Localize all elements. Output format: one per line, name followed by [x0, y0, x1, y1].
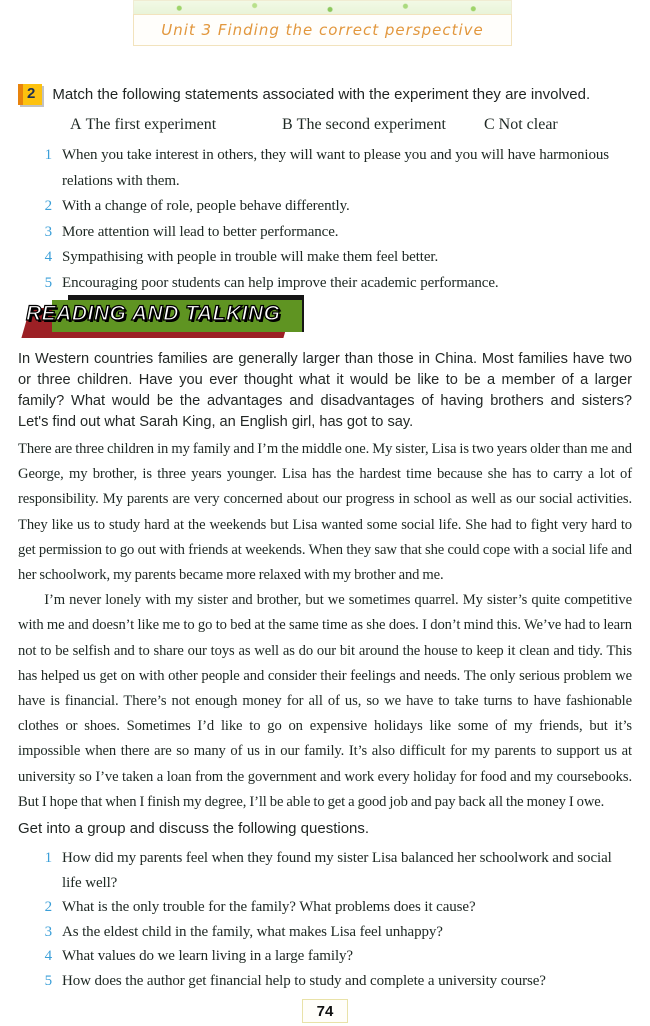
statement-number: 4: [44, 249, 52, 265]
match-statement-item: [18, 245, 634, 271]
discussion-question-list: [18, 846, 634, 993]
question-text: How did my parents feel when they found my sister Lisa balanced her schoolwork and social life well?: [62, 850, 612, 891]
statement-text: Sympathising with people in trouble will make them feel better.: [62, 249, 439, 265]
reading-and-talking-banner: [20, 295, 312, 341]
statement-text: Encouraging poor students can help improve their academic performance.: [62, 274, 499, 291]
page-footer: [0, 999, 650, 1023]
discussion-prompt: Get into a group and discuss the following questions.: [18, 820, 370, 837]
question-text: What is the only trouble for the family? What problems does it cause?: [62, 899, 476, 915]
statement-number: 5: [44, 274, 52, 291]
question-text: What values do we learn living in a large family?: [62, 948, 353, 964]
exercise-2-section: [18, 84, 634, 296]
reading-paragraph: I’m never lonely with my sister and brother, but we sometimes quarrel. My sister’s quite competitive with me and doesn’t like me to go to bed at the same time as she does. I don’t mind this. We’ve had to learn not to be selfish and to share our toys as well as do our bit around the house to keep it clean and tidy. This has helped us get on with other people and consider their feelings and needs. The only serious problem we have is financial. There’s not enough money for all of us, so we have to take turns to have fashionable clothes or shoes. Sometimes I’d like to go on expensive holidays like some of my friends, but it’s impossible when there are so many of us in our family. It’s also difficult for my parents to support us at university so I’ve taken a loan from the government and work every holiday for food and my coursebooks. But I hope that when I finish my degree, I’ll be able to get a good job and pay back all the money I owe.: [18, 592, 632, 810]
question-number: 3: [44, 923, 52, 940]
discussion-question-item: [18, 895, 634, 920]
option-letter: B: [282, 116, 293, 133]
statement-text: When you take interest in others, they will want to please you and you will have harmonious relations with them.: [62, 147, 610, 189]
discussion-section: [18, 818, 634, 993]
discussion-question-item: [18, 846, 634, 895]
reading-passage: [18, 437, 632, 815]
decorative-green-strip: [133, 0, 512, 14]
statement-number: 3: [44, 223, 52, 240]
exercise-number-badge: 2: [18, 84, 42, 105]
question-number: 2: [44, 899, 52, 915]
statement-number: 2: [44, 198, 52, 214]
unit-title-box: [133, 14, 512, 46]
reading-intro-paragraph: In Western countries families are generally larger than those in China. Most families have two or three children. Have you ever thought what it would be like to be a member of a larger family? What would be the advantages and disadvantages of having brothers and sisters? Let's find out what Sarah King, an English girl, has got to say.: [18, 351, 632, 430]
question-text: How does the author get financial help to study and complete a university course?: [62, 972, 546, 989]
match-statement-item: [18, 220, 634, 246]
section-heading: READING AND TALKING: [26, 302, 281, 325]
option-label: Not clear: [498, 116, 558, 133]
statement-text: More attention will lead to better performance.: [62, 223, 339, 240]
discussion-question-item: [18, 920, 634, 945]
option-letter: A: [70, 116, 82, 133]
question-number: 5: [44, 972, 52, 989]
question-text: As the eldest child in the family, what makes Lisa feel unhappy?: [62, 923, 443, 940]
match-option: [70, 116, 282, 134]
question-number: 4: [44, 948, 52, 964]
discussion-question-item: [18, 944, 634, 969]
statement-text: With a change of role, people behave differently.: [62, 198, 350, 214]
match-option: [282, 116, 484, 134]
match-statement-list: [18, 143, 634, 296]
reading-paragraph: There are three children in my family and I’m the middle one. My sister, Lisa is two years older than me and George, my brother, is three years younger. Lisa has the hardest time because she has to carry a lot of responsibility. My parents are very concerned about our progress in school as well as our social activities. They like us to study hard at the weekends but Lisa wanted some social life. She had to fight very hard to get permission to go out with friends at weekends. When they saw that she could cope with a social life and her schoolwork, my parents became more relaxed with my brother and me.: [18, 441, 632, 584]
match-options-row: [18, 116, 634, 134]
question-number: 1: [44, 850, 52, 866]
option-label: The second experiment: [296, 116, 446, 133]
match-statement-item: [18, 271, 634, 297]
match-option: [484, 116, 634, 134]
unit-title: Unit 3 Finding the correct perspective: [161, 21, 484, 39]
match-statement-item: [18, 143, 634, 194]
option-letter: C: [484, 116, 495, 133]
page-number: 74: [316, 1002, 334, 1020]
page-number-box: [302, 999, 348, 1023]
discussion-question-item: [18, 969, 634, 994]
statement-number: 1: [44, 147, 52, 163]
unit-banner: [133, 0, 512, 46]
option-label: The first experiment: [85, 116, 217, 133]
match-statement-item: [18, 194, 634, 220]
exercise-2-header: [18, 84, 634, 105]
exercise-instruction: Match the following statements associated with the experiment they are involved.: [52, 86, 591, 103]
